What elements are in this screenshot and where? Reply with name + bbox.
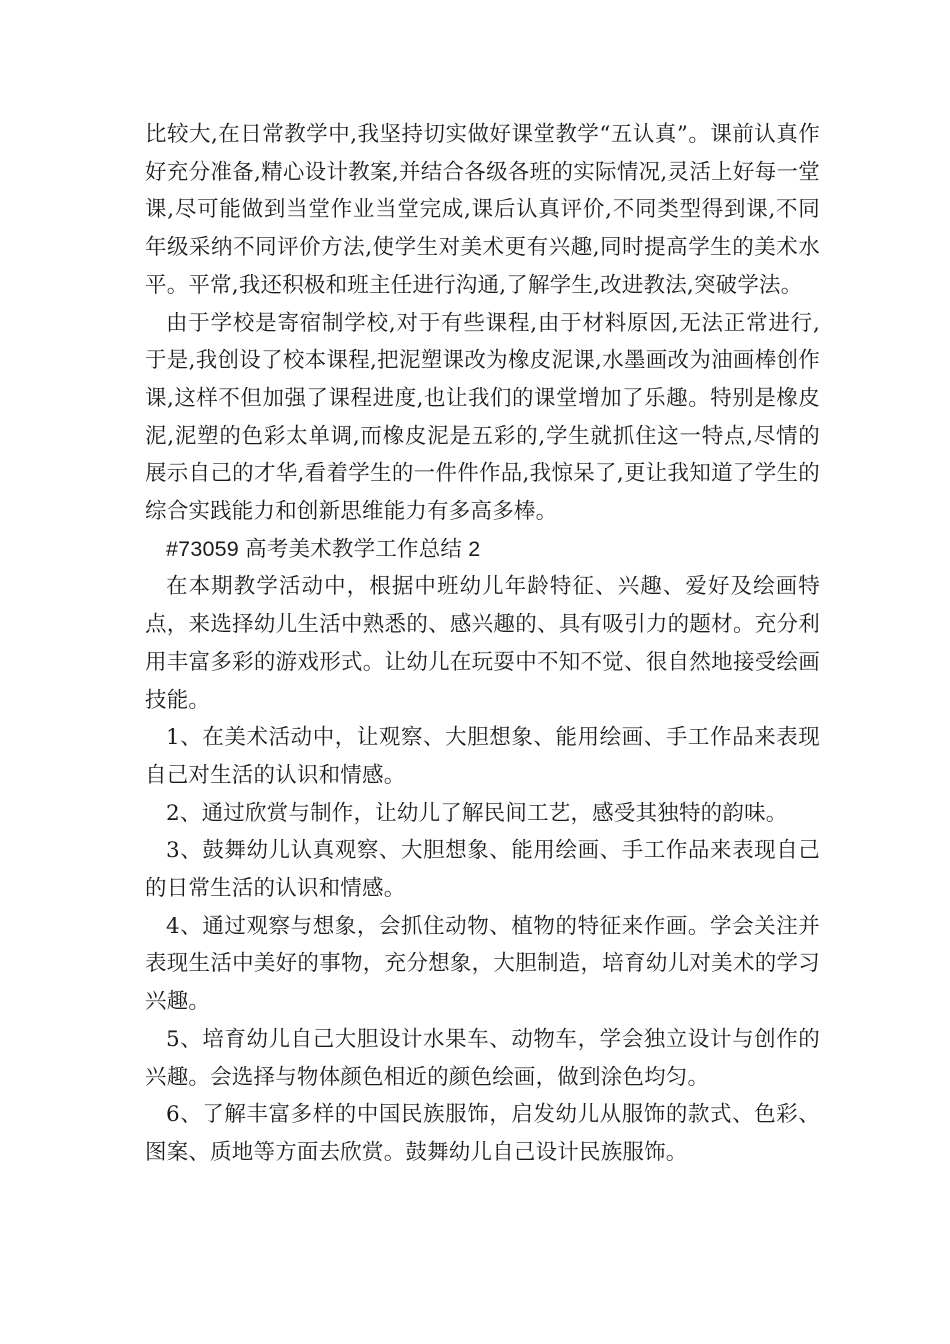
paragraph-school-curriculum: 由于学校是寄宿制学校,对于有些课程,由于材料原因,无法正常进行,于是,我创设了校本课程,把泥塑课改为橡皮泥课,水墨画改为油画棒创作课,这样不但加强了课程进度,也让我们的课堂增加了乐趣。特别是橡皮泥,泥塑的色彩太单调,而橡皮泥是五彩的,学生就抓住这一特点,尽情的展示自己的才华,看着学生的一件件作品,我惊呆了,更让我知道了学生的综合实践能力和创新思维能力有多高多棒。 [145,310,820,525]
paragraph-intro: 在本期教学活动中，根据中班幼儿年龄特征、兴趣、爱好及绘画特点，来选择幼儿生活中熟悉的、感兴趣的、具有吸引力的题材。充分利用丰富多彩的游戏形式。让幼儿在玩耍中不知不觉、很自然地接受绘画技能。 [145,574,820,713]
list-item-3: 3、鼓舞幼儿认真观察、大胆想象、能用绘画、手工作品来表现自己的日常生活的认识和情感。 [145,838,820,902]
list-item-6: 6、了解丰富多样的中国民族服饰，启发幼儿从服饰的款式、色彩、图案、质地等方面去欣赏。鼓舞幼儿自己设计民族服饰。 [145,1102,820,1165]
list-item-4: 4、通过观察与想象，会抓住动物、植物的特征来作画。学会关注并表现生活中美好的事物，充分想象，大胆制造，培育幼儿对美术的学习兴趣。 [145,913,820,1015]
paragraph-teaching-method: 比较大,在日常教学中,我坚持切实做好课堂教学“五认真”。课前认真作好充分准备,精心设计教案,并结合各级各班的实际情况,灵活上好每一堂课,尽可能做到当堂作业当堂完成,课后认真评价,不同类型得到课,不同年级采纳不同评价方法,使学生对美术更有兴趣,同时提高学生的美术水平。平常,我还积极和班主任进行沟通,了解学生,改进教法,突破学法。 [145,122,820,298]
document-body [145,116,820,1172]
list-item-1: 1、在美术活动中，让观察、大胆想象、能用绘画、手工作品来表现自己对生活的认识和情感。 [145,725,820,788]
list-item-2: 2、通过欣赏与制作，让幼儿了解民间工艺，感受其独特的韵味。 [166,800,788,826]
list-item-5: 5、培育幼儿自己大胆设计水果车、动物车，学会独立设计与创作的兴趣。会选择与物体颜色相近的颜色绘画，做到涂色均匀。 [145,1026,820,1090]
section-heading: #73059 高考美术教学工作总结 2 [166,536,481,561]
